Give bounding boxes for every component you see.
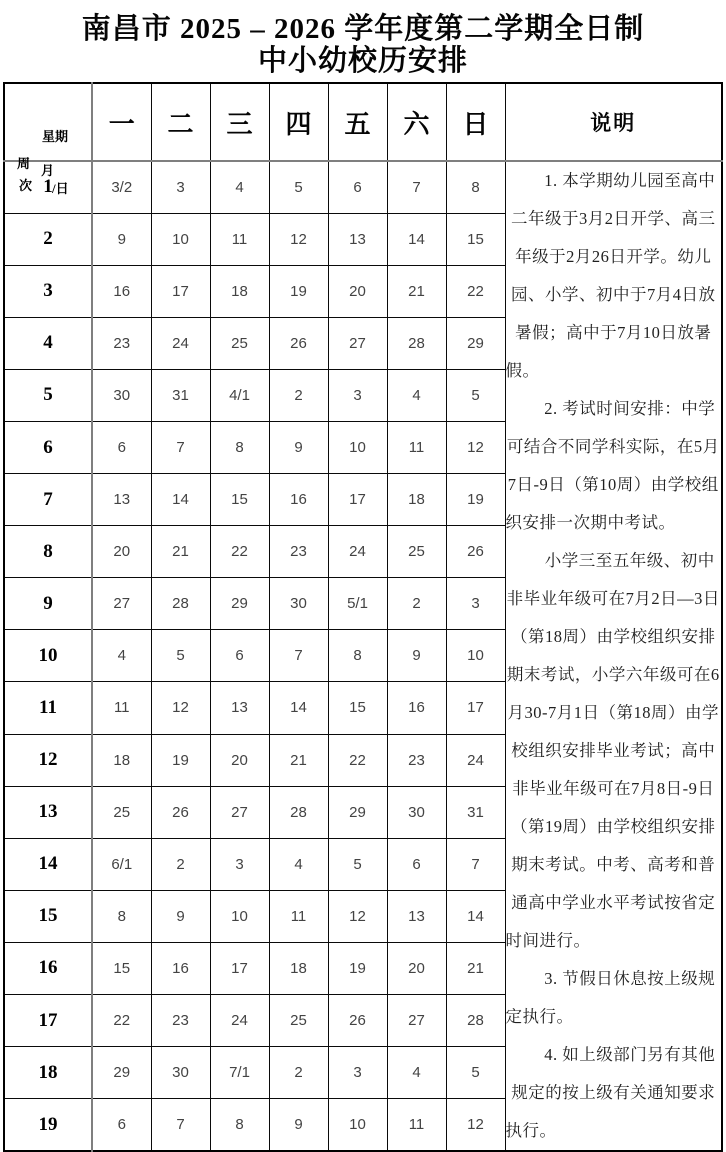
date-cell: 14 <box>269 682 328 734</box>
date-cell: 8 <box>446 161 505 213</box>
date-cell: 11 <box>387 421 446 473</box>
date-cell: 19 <box>151 734 210 786</box>
notes-paragraph: 3. 节假日休息按上级规定执行。 <box>505 969 716 1026</box>
date-cell: 27 <box>92 578 151 630</box>
notes-paragraph: 小学三至五年级、初中非毕业年级可在7月2日—3日（第18周）由学校组织安排期末考试，小学六年级可在6月30-7月1日（第18周）由学校组织安排毕业考试；高中非毕业年级可在7月8日-9日（第19周）由学校组织安排期末考试。中考、高考和普通高中学业水平考试按省定时间进行。 <box>505 551 720 950</box>
date-cell: 16 <box>151 942 210 994</box>
date-cell: 25 <box>92 786 151 838</box>
date-cell: 5 <box>151 630 210 682</box>
date-cell: 23 <box>92 317 151 369</box>
date-cell: 2 <box>269 369 328 421</box>
date-cell: 6/1 <box>92 838 151 890</box>
date-cell: 13 <box>328 213 387 265</box>
week-number-cell: 4 <box>4 317 92 369</box>
date-cell: 26 <box>269 317 328 369</box>
date-cell: 7/1 <box>210 1047 269 1099</box>
date-cell: 22 <box>92 995 151 1047</box>
date-cell: 10 <box>151 213 210 265</box>
date-cell: 23 <box>387 734 446 786</box>
date-cell: 29 <box>210 578 269 630</box>
week-row <box>4 161 722 213</box>
date-cell: 29 <box>328 786 387 838</box>
week-number-cell: 10 <box>4 630 92 682</box>
calendar-table <box>3 82 723 1152</box>
date-cell: 11 <box>269 890 328 942</box>
date-cell: 29 <box>446 317 505 369</box>
date-cell: 30 <box>387 786 446 838</box>
week-number-cell: 3 <box>4 265 92 317</box>
corner-label-week-no-2: 次 <box>19 178 33 193</box>
week-number-cell: 13 <box>4 786 92 838</box>
calendar-body <box>4 161 722 1151</box>
week-number-cell: 11 <box>4 682 92 734</box>
week-number-cell: 17 <box>4 995 92 1047</box>
week-number-cell: 8 <box>4 526 92 578</box>
date-cell: 12 <box>446 421 505 473</box>
date-cell: 18 <box>269 942 328 994</box>
date-cell: 22 <box>210 526 269 578</box>
date-cell: 3 <box>328 369 387 421</box>
notes-paragraph: 2. 考试时间安排：中学可结合不同学科实际，在5月7日-9日（第10周）由学校组织安排一次期中考试。 <box>505 399 720 532</box>
date-cell: 30 <box>151 1047 210 1099</box>
date-cell: 17 <box>210 942 269 994</box>
corner-label-week-no-1: 周 <box>17 156 31 171</box>
date-cell: 5 <box>446 1047 505 1099</box>
date-cell: 14 <box>151 474 210 526</box>
date-cell: 19 <box>446 474 505 526</box>
date-cell: 9 <box>92 213 151 265</box>
date-cell: 11 <box>387 1099 446 1151</box>
date-cell: 12 <box>151 682 210 734</box>
date-cell: 28 <box>446 995 505 1047</box>
date-cell: 25 <box>210 317 269 369</box>
week-number-cell: 14 <box>4 838 92 890</box>
date-cell: 6 <box>328 161 387 213</box>
date-cell: 27 <box>328 317 387 369</box>
week-number-cell: 15 <box>4 890 92 942</box>
page-title-line1: 南昌市 2025 – 2026 学年度第二学期全日制 <box>81 13 645 45</box>
date-cell: 20 <box>92 526 151 578</box>
date-cell: 2 <box>387 578 446 630</box>
date-cell: 6 <box>210 630 269 682</box>
date-cell: 8 <box>328 630 387 682</box>
date-cell: 8 <box>210 1099 269 1151</box>
date-cell: 20 <box>387 942 446 994</box>
date-cell: 16 <box>92 265 151 317</box>
date-cell: 12 <box>269 213 328 265</box>
date-cell: 5/1 <box>328 578 387 630</box>
week-number-cell: 19 <box>4 1099 92 1151</box>
notes-paragraph: 4. 如上级部门另有其他规定的按上级有关通知要求执行。 <box>505 1045 716 1140</box>
date-cell: 27 <box>210 786 269 838</box>
date-cell: 9 <box>269 1099 328 1151</box>
week-number-cell: 5 <box>4 369 92 421</box>
date-cell: 4 <box>92 630 151 682</box>
date-cell: 7 <box>151 1099 210 1151</box>
date-cell: 15 <box>328 682 387 734</box>
date-cell: 4 <box>387 369 446 421</box>
date-cell: 28 <box>269 786 328 838</box>
date-cell: 23 <box>269 526 328 578</box>
page-title <box>0 13 726 77</box>
week-number-cell: 1 <box>4 161 92 213</box>
date-cell: 28 <box>151 578 210 630</box>
date-cell: 11 <box>92 682 151 734</box>
date-cell: 18 <box>92 734 151 786</box>
date-cell: 15 <box>92 942 151 994</box>
date-cell: 10 <box>210 890 269 942</box>
date-cell: 10 <box>328 1099 387 1151</box>
weekday-header-sat: 六 <box>387 83 446 161</box>
date-cell: 24 <box>446 734 505 786</box>
date-cell: 4 <box>210 161 269 213</box>
week-number-cell: 16 <box>4 942 92 994</box>
date-cell: 31 <box>151 369 210 421</box>
date-cell: 31 <box>446 786 505 838</box>
date-cell: 5 <box>446 369 505 421</box>
date-cell: 8 <box>210 421 269 473</box>
date-cell: 24 <box>328 526 387 578</box>
date-cell: 3 <box>328 1047 387 1099</box>
date-cell: 27 <box>387 995 446 1047</box>
date-cell: 12 <box>446 1099 505 1151</box>
date-cell: 9 <box>387 630 446 682</box>
week-number-cell: 18 <box>4 1047 92 1099</box>
date-cell: 22 <box>446 265 505 317</box>
date-cell: 28 <box>387 317 446 369</box>
date-cell: 4 <box>269 838 328 890</box>
weekday-header-wed: 三 <box>210 83 269 161</box>
week-number-cell: 12 <box>4 734 92 786</box>
date-cell: 30 <box>92 369 151 421</box>
date-cell: 6 <box>92 1099 151 1151</box>
weekday-header-fri: 五 <box>328 83 387 161</box>
date-cell: 7 <box>151 421 210 473</box>
date-cell: 18 <box>210 265 269 317</box>
date-cell: 6 <box>92 421 151 473</box>
date-cell: 2 <box>269 1047 328 1099</box>
date-cell: 21 <box>269 734 328 786</box>
date-cell: 25 <box>269 995 328 1047</box>
date-cell: 11 <box>210 213 269 265</box>
notes-column-header: 说明 <box>505 83 722 161</box>
corner-label-day: /日 <box>52 181 69 196</box>
corner-label-weekday: 星期 <box>42 129 69 144</box>
date-cell: 3/2 <box>92 161 151 213</box>
date-cell: 23 <box>151 995 210 1047</box>
date-cell: 3 <box>446 578 505 630</box>
date-cell: 8 <box>92 890 151 942</box>
date-cell: 9 <box>151 890 210 942</box>
date-cell: 21 <box>151 526 210 578</box>
date-cell: 18 <box>387 474 446 526</box>
date-cell: 30 <box>269 578 328 630</box>
date-cell: 26 <box>151 786 210 838</box>
date-cell: 17 <box>151 265 210 317</box>
date-cell: 7 <box>269 630 328 682</box>
weekday-header-sun: 日 <box>446 83 505 161</box>
date-cell: 16 <box>269 474 328 526</box>
corner-header-cell <box>4 83 92 196</box>
date-cell: 14 <box>387 213 446 265</box>
weekday-header-tue: 二 <box>151 83 210 161</box>
date-cell: 10 <box>446 630 505 682</box>
date-cell: 7 <box>446 838 505 890</box>
notes-paragraph: 1. 本学期幼儿园至高中二年级于3月2日开学、高三年级于2月26日开学。幼儿园、小学、初中于7月4日放暑假；高中于7月10日放暑假。 <box>505 171 716 380</box>
date-cell: 20 <box>210 734 269 786</box>
date-cell: 13 <box>210 682 269 734</box>
date-cell: 13 <box>387 890 446 942</box>
weekday-header-mon: 一 <box>92 83 151 161</box>
week-number-cell: 7 <box>4 474 92 526</box>
date-cell: 21 <box>387 265 446 317</box>
week-number-cell: 6 <box>4 421 92 473</box>
corner-label-month: 月 <box>41 163 55 178</box>
header-row <box>4 83 722 161</box>
date-cell: 19 <box>269 265 328 317</box>
date-cell: 26 <box>446 526 505 578</box>
date-cell: 7 <box>387 161 446 213</box>
date-cell: 24 <box>210 995 269 1047</box>
date-cell: 15 <box>210 474 269 526</box>
date-cell: 3 <box>151 161 210 213</box>
date-cell: 16 <box>387 682 446 734</box>
date-cell: 21 <box>446 942 505 994</box>
weekday-header-thu: 四 <box>269 83 328 161</box>
date-cell: 25 <box>387 526 446 578</box>
date-cell: 9 <box>269 421 328 473</box>
date-cell: 15 <box>446 213 505 265</box>
date-cell: 22 <box>328 734 387 786</box>
date-cell: 24 <box>151 317 210 369</box>
page-title-line2: 中小幼校历安排 <box>257 45 468 77</box>
date-cell: 10 <box>328 421 387 473</box>
date-cell: 14 <box>446 890 505 942</box>
week-number-cell: 2 <box>4 213 92 265</box>
date-cell: 13 <box>92 474 151 526</box>
date-cell: 17 <box>446 682 505 734</box>
date-cell: 5 <box>328 838 387 890</box>
date-cell: 26 <box>328 995 387 1047</box>
date-cell: 19 <box>328 942 387 994</box>
date-cell: 4 <box>387 1047 446 1099</box>
date-cell: 12 <box>328 890 387 942</box>
date-cell: 4/1 <box>210 369 269 421</box>
notes-cell <box>505 161 722 1151</box>
date-cell: 29 <box>92 1047 151 1099</box>
date-cell: 17 <box>328 474 387 526</box>
date-cell: 6 <box>387 838 446 890</box>
date-cell: 5 <box>269 161 328 213</box>
date-cell: 3 <box>210 838 269 890</box>
date-cell: 2 <box>151 838 210 890</box>
week-number-cell: 9 <box>4 578 92 630</box>
date-cell: 20 <box>328 265 387 317</box>
